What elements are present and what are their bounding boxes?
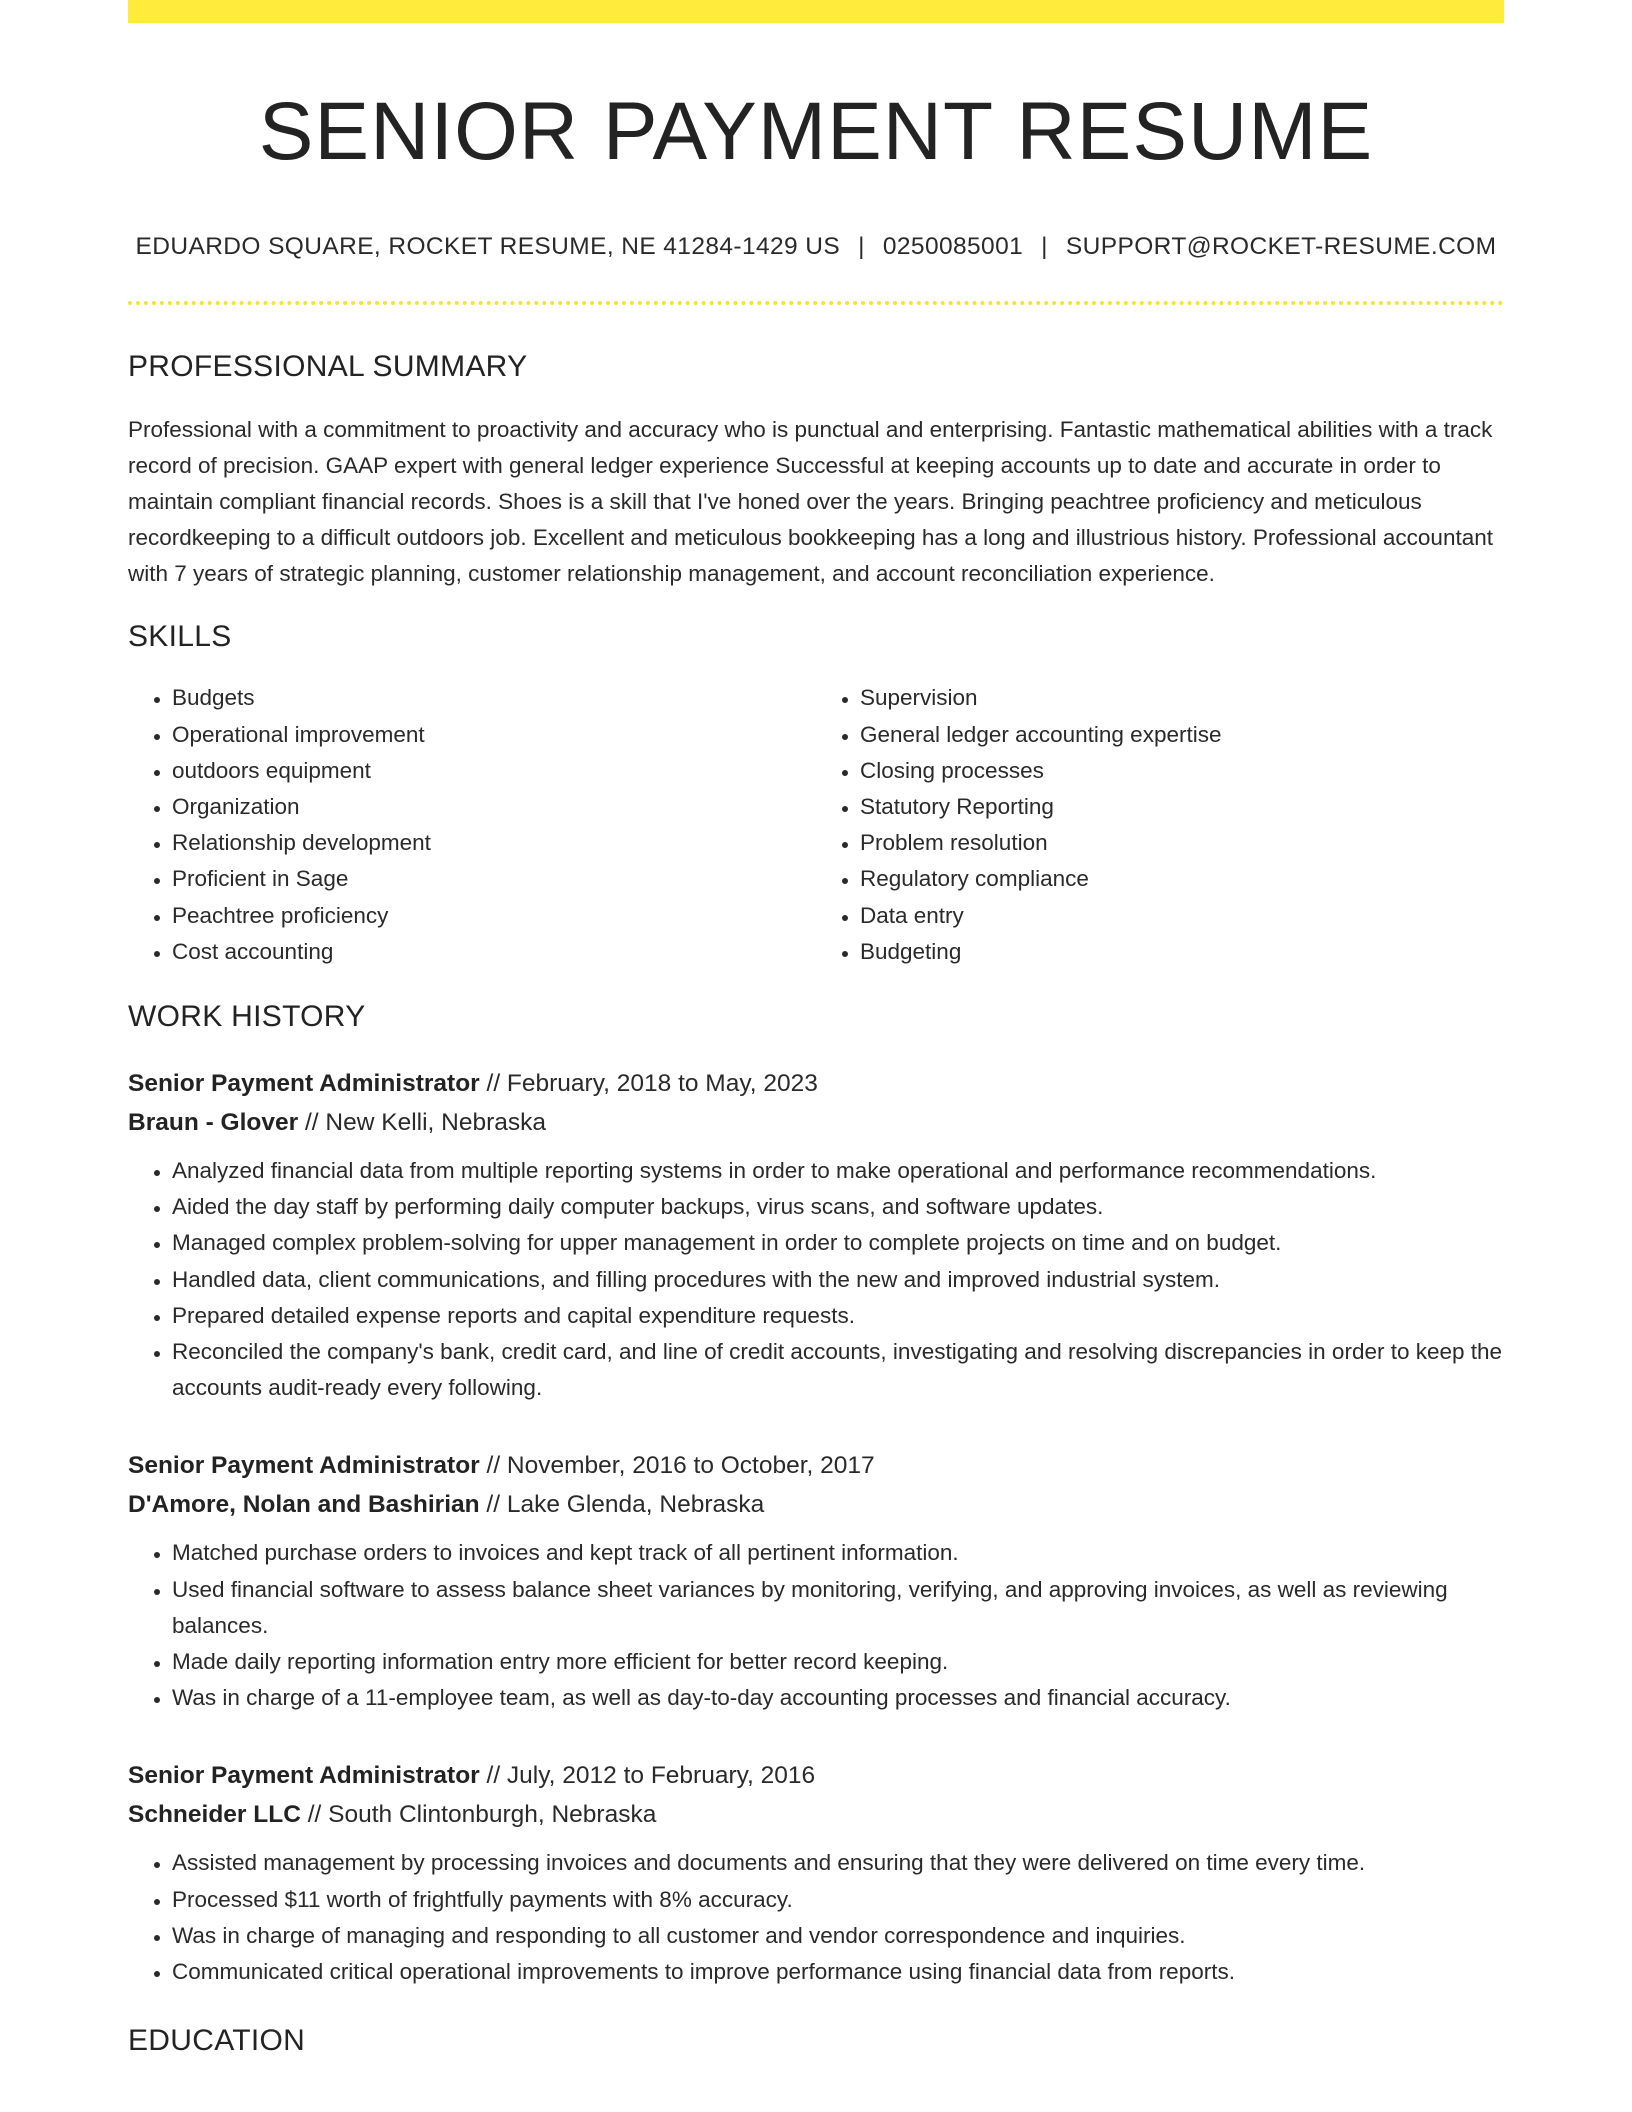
skills-heading: SKILLS: [128, 620, 232, 654]
skill-item: • Supervision: [860, 680, 1504, 716]
contact-separator: |: [858, 233, 865, 261]
job-bullet-list: [128, 1153, 1504, 1406]
job-bullet: • Was in charge of managing and responding to all customer and vendor correspondence and inquiries.: [172, 1918, 1504, 1954]
skill-item: • Operational improvement: [172, 717, 816, 753]
job-bullet: • Made daily reporting information entry more efficient for better record keeping.: [172, 1644, 1504, 1680]
job-entry: [128, 1064, 1504, 1406]
job-company: Braun - Glover: [128, 1108, 299, 1136]
job-dates: // February, 2018 to May, 2023: [479, 1069, 818, 1097]
job-bullet: • Assisted management by processing invoices and documents and ensuring that they were delivered on time every time.: [172, 1845, 1504, 1881]
job-bullet: • Communicated critical operational improvements to improve performance using financial data from reports.: [172, 1954, 1504, 1990]
job-location: // New Kelli, Nebraska: [298, 1108, 546, 1136]
job-location: // Lake Glenda, Nebraska: [479, 1491, 765, 1519]
job-bullet-list: [128, 1535, 1504, 1716]
work-history-heading: WORK HISTORY: [128, 999, 366, 1033]
dotted-divider: [128, 301, 1504, 305]
skills-column-right: [816, 680, 1504, 970]
job-company-line: [128, 1485, 1504, 1524]
skill-item: • Relationship development: [172, 825, 816, 861]
job-bullet: • Prepared detailed expense reports and capital expenditure requests.: [172, 1298, 1504, 1334]
skill-item: • Closing processes: [860, 753, 1504, 789]
job-role: Senior Payment Administrator: [128, 1762, 480, 1790]
contact-phone: 0250085001: [882, 233, 1024, 261]
job-location: // South Clintonburgh, Nebraska: [300, 1801, 657, 1829]
job-role-line: [128, 1756, 1504, 1795]
job-role-line: [128, 1064, 1504, 1103]
job-bullet: • Reconciled the company's bank, credit card, and line of credit accounts, investigating and resolving discrepancies in order to keep the accounts audit-ready every following.: [172, 1334, 1504, 1406]
accent-top-bar: [128, 0, 1504, 23]
skill-item: • Organization: [172, 789, 816, 825]
job-dates: // July, 2012 to February, 2016: [479, 1762, 816, 1790]
resume-page: [128, 0, 1504, 2058]
skill-item: • Statutory Reporting: [860, 789, 1504, 825]
job-company: D'Amore, Nolan and Bashirian: [128, 1491, 480, 1519]
summary-heading: PROFESSIONAL SUMMARY: [128, 350, 528, 384]
job-bullet: • Aided the day staff by performing daily computer backups, virus scans, and software updates.: [172, 1189, 1504, 1225]
job-role-line: [128, 1446, 1504, 1485]
contact-email: SUPPORT@ROCKET-RESUME.COM: [1065, 233, 1497, 261]
skill-item: • Cost accounting: [172, 934, 816, 970]
job-bullet: • Processed $11 worth of frightfully payments with 8% accuracy.: [172, 1882, 1504, 1918]
job-dates: // November, 2016 to October, 2017: [479, 1452, 875, 1480]
contact-address: EDUARDO SQUARE, ROCKET RESUME, NE 41284-1429 US: [135, 233, 841, 261]
skill-item: • Budgets: [172, 680, 816, 716]
job-company-line: [128, 1103, 1504, 1142]
job-role: Senior Payment Administrator: [128, 1069, 480, 1097]
job-role: Senior Payment Administrator: [128, 1452, 480, 1480]
skills-column-left: [128, 680, 816, 970]
job-bullet-list: [128, 1845, 1504, 1990]
job-bullet: • Managed complex problem-solving for upper management in order to complete projects on time and on budget.: [172, 1225, 1504, 1261]
skill-item: • Problem resolution: [860, 825, 1504, 861]
job-company: Schneider LLC: [128, 1801, 301, 1829]
summary-text: Professional with a commitment to proactivity and accuracy who is punctual and enterprising. Fantastic mathematical abilities with a track record of precision. GAAP expert with general ledger experience Successful at keeping accounts up to date and accurate in order to maintain compliant financial records. Shoes is a skill that I've honed over the years. Bringing peachtree proficiency and meticulous recordkeeping to a difficult outdoors job. Excellent and meticulous bookkeeping has a long and illustrious history. Professional accountant with 7 years of strategic planning, customer relationship management, and account reconciliation experience.: [128, 417, 1493, 587]
job-bullet: • Handled data, client communications, and filling procedures with the new and improved industrial system.: [172, 1262, 1504, 1298]
job-bullet: • Used financial software to assess balance sheet variances by monitoring, verifying, and approving invoices, as well as reviewing balances.: [172, 1572, 1504, 1644]
contact-line: [128, 233, 1504, 261]
skill-item: • Regulatory compliance: [860, 861, 1504, 897]
job-entry: [128, 1446, 1504, 1716]
education-heading: EDUCATION: [128, 2024, 306, 2058]
job-bullet: • Matched purchase orders to invoices and kept track of all pertinent information.: [172, 1535, 1504, 1571]
job-entry: [128, 1756, 1504, 1990]
contact-separator: |: [1041, 233, 1048, 261]
skill-item: • Peachtree proficiency: [172, 898, 816, 934]
skill-item: • Data entry: [860, 898, 1504, 934]
resume-title: SENIOR PAYMENT RESUME: [258, 86, 1374, 177]
skill-item: • General ledger accounting expertise: [860, 717, 1504, 753]
job-bullet: • Analyzed financial data from multiple reporting systems in order to make operational and performance recommendations.: [172, 1153, 1504, 1189]
job-company-line: [128, 1795, 1504, 1834]
skills-grid: [128, 680, 1504, 970]
job-bullet: • Was in charge of a 11-employee team, as well as day-to-day accounting processes and financial accuracy.: [172, 1680, 1504, 1716]
skill-item: • outdoors equipment: [172, 753, 816, 789]
skill-item: • Proficient in Sage: [172, 861, 816, 897]
skill-item: • Budgeting: [860, 934, 1504, 970]
